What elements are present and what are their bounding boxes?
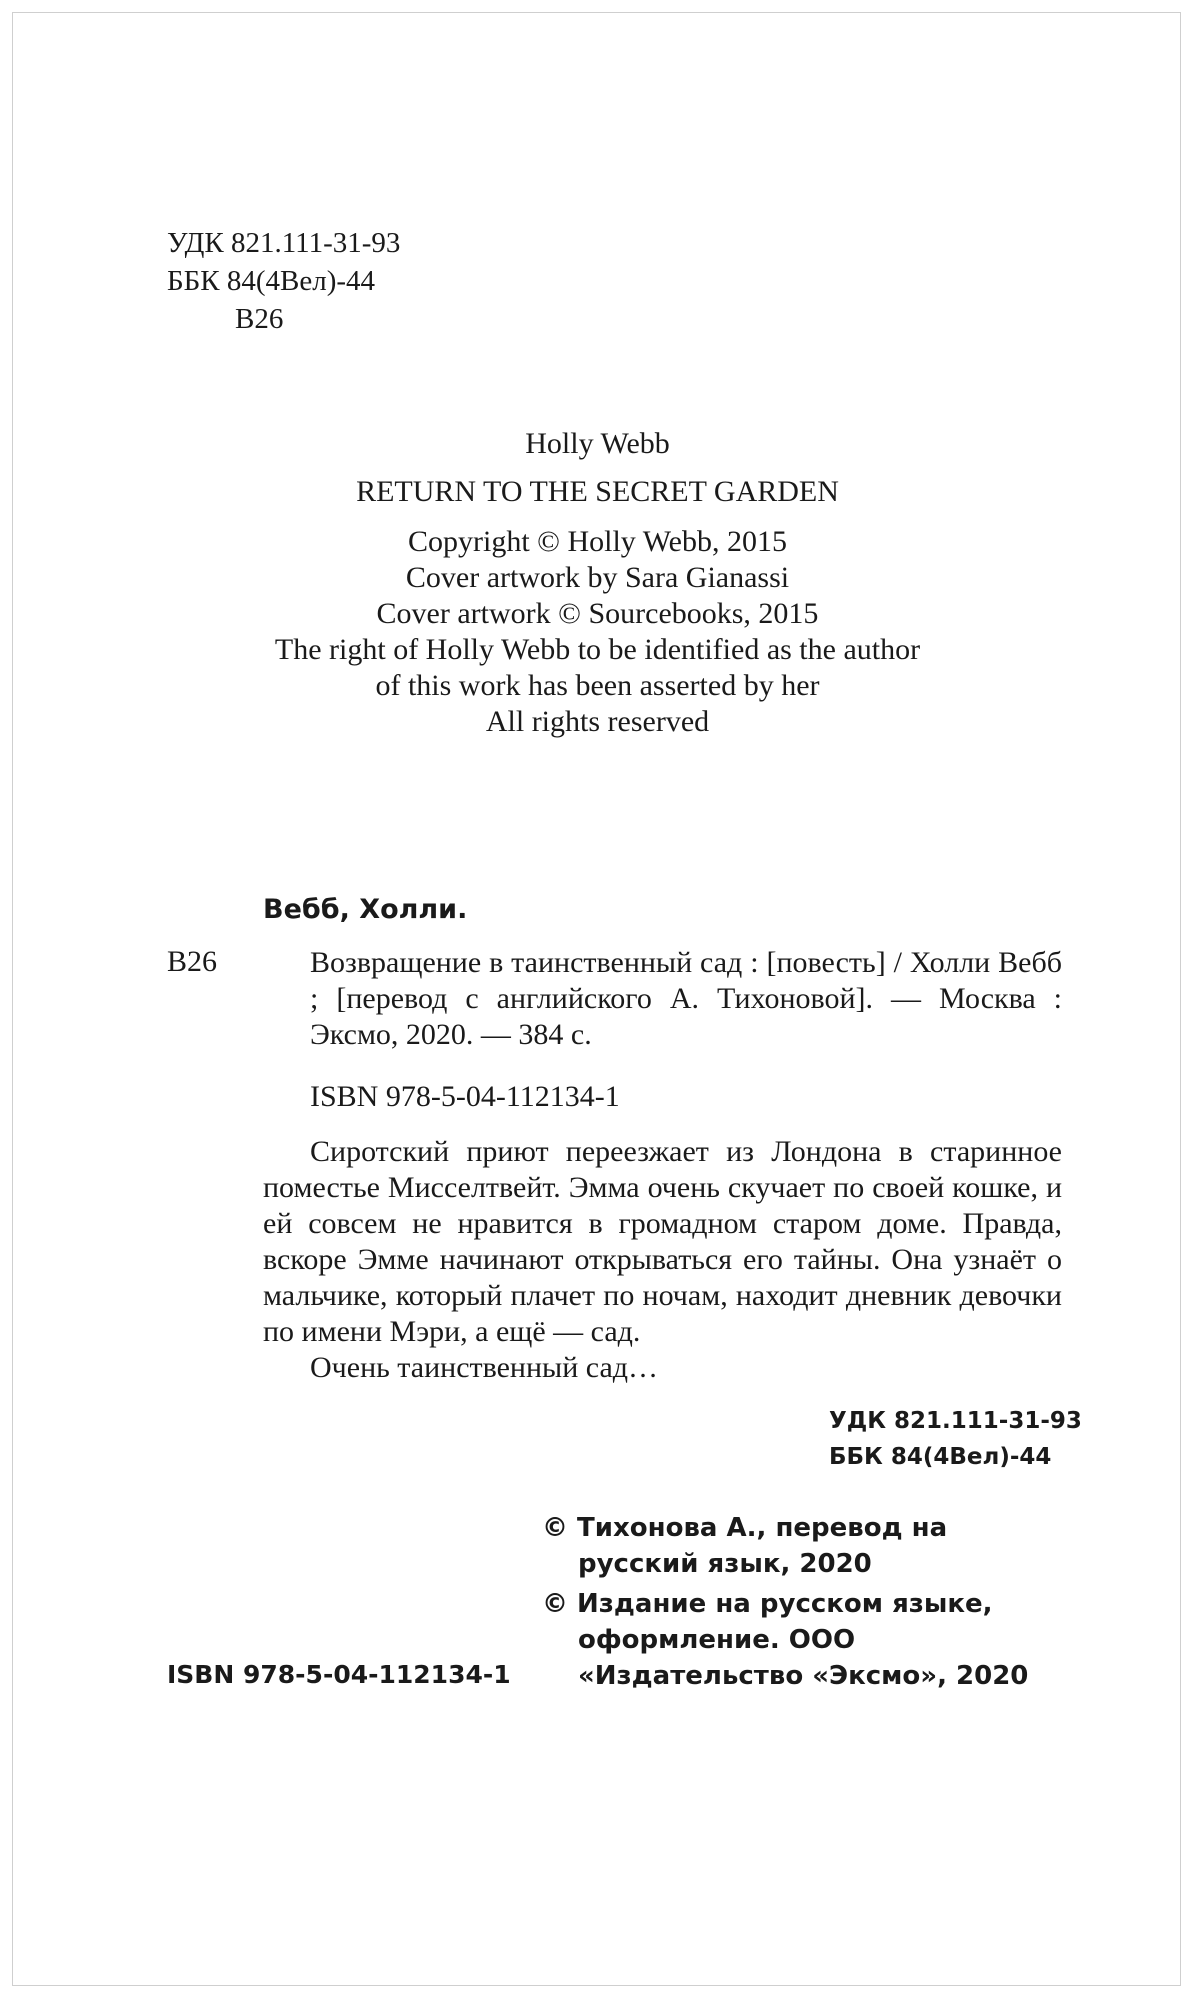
translation-copyright: © Тихонова А., перевод на русский язык, 2020 [542,1513,948,1579]
entry-author-heading: Вебб, Холли. [263,894,468,925]
original-author: Holly Webb [525,427,670,460]
copyright-line: Copyright © Holly Webb, 2015 [408,525,787,558]
entry-author-mark: В26 [167,945,218,978]
copyright-line: Cover artwork © Sourcebooks, 2015 [376,597,819,630]
copyright-line: of this work has been asserted by her [375,669,820,702]
classification-codes [167,224,400,338]
annotation-paragraph: Сиротский приют переезжает из Лондона в старинное поместье Мисселтвейт. Эмма очень скучает по своей кошке, и ей совсем не нравится в громадном старом доме. Правда, вскоре Эмме начинают открываться его тайны. Она узнаёт о мальчике, который плачет по ночам, находит дневник девочки по имени Мэри, а ещё — сад. [263,1135,1062,1348]
copyright-line: All rights reserved [485,705,710,738]
right-bbk-code: ББК 84(4Вел)-44 [829,1444,1052,1470]
right-classification-codes [829,1403,1082,1475]
annotation [263,1134,1062,1386]
copyright-notice [0,524,1195,740]
udk-code: УДК 821.111-31-93 [167,227,401,259]
original-title: RETURN TO THE SECRET GARDEN [356,475,839,508]
right-udk-code: УДК 821.111-31-93 [829,1408,1082,1434]
edition-copyright: © Издание на русском языке, оформление. ООО «Издательство «Эксмо», 2020 [542,1589,1029,1691]
annotation-last-line: Очень таинственный сад… [310,1351,659,1384]
copyright-block [542,1510,1072,1694]
entry-isbn: ISBN 978-5-04-112134-1 [310,1080,620,1113]
original-edition [0,420,1195,516]
copyright-line: Cover artwork by Sara Gianassi [405,561,790,594]
copyright-line: The right of Holly Webb to be identified as the author [274,633,921,666]
bibliographic-description: Возвращение в таинственный сад : [повесть] / Холли Вебб ; [перевод с английского А. Тихоновой]. — Москва : Эксмо, 2020. — 384 с. [310,946,1062,1051]
author-mark: В26 [235,303,284,335]
bbk-code: ББК 84(4Вел)-44 [167,265,376,297]
bottom-isbn: ISBN 978-5-04-112134-1 [167,1660,511,1689]
